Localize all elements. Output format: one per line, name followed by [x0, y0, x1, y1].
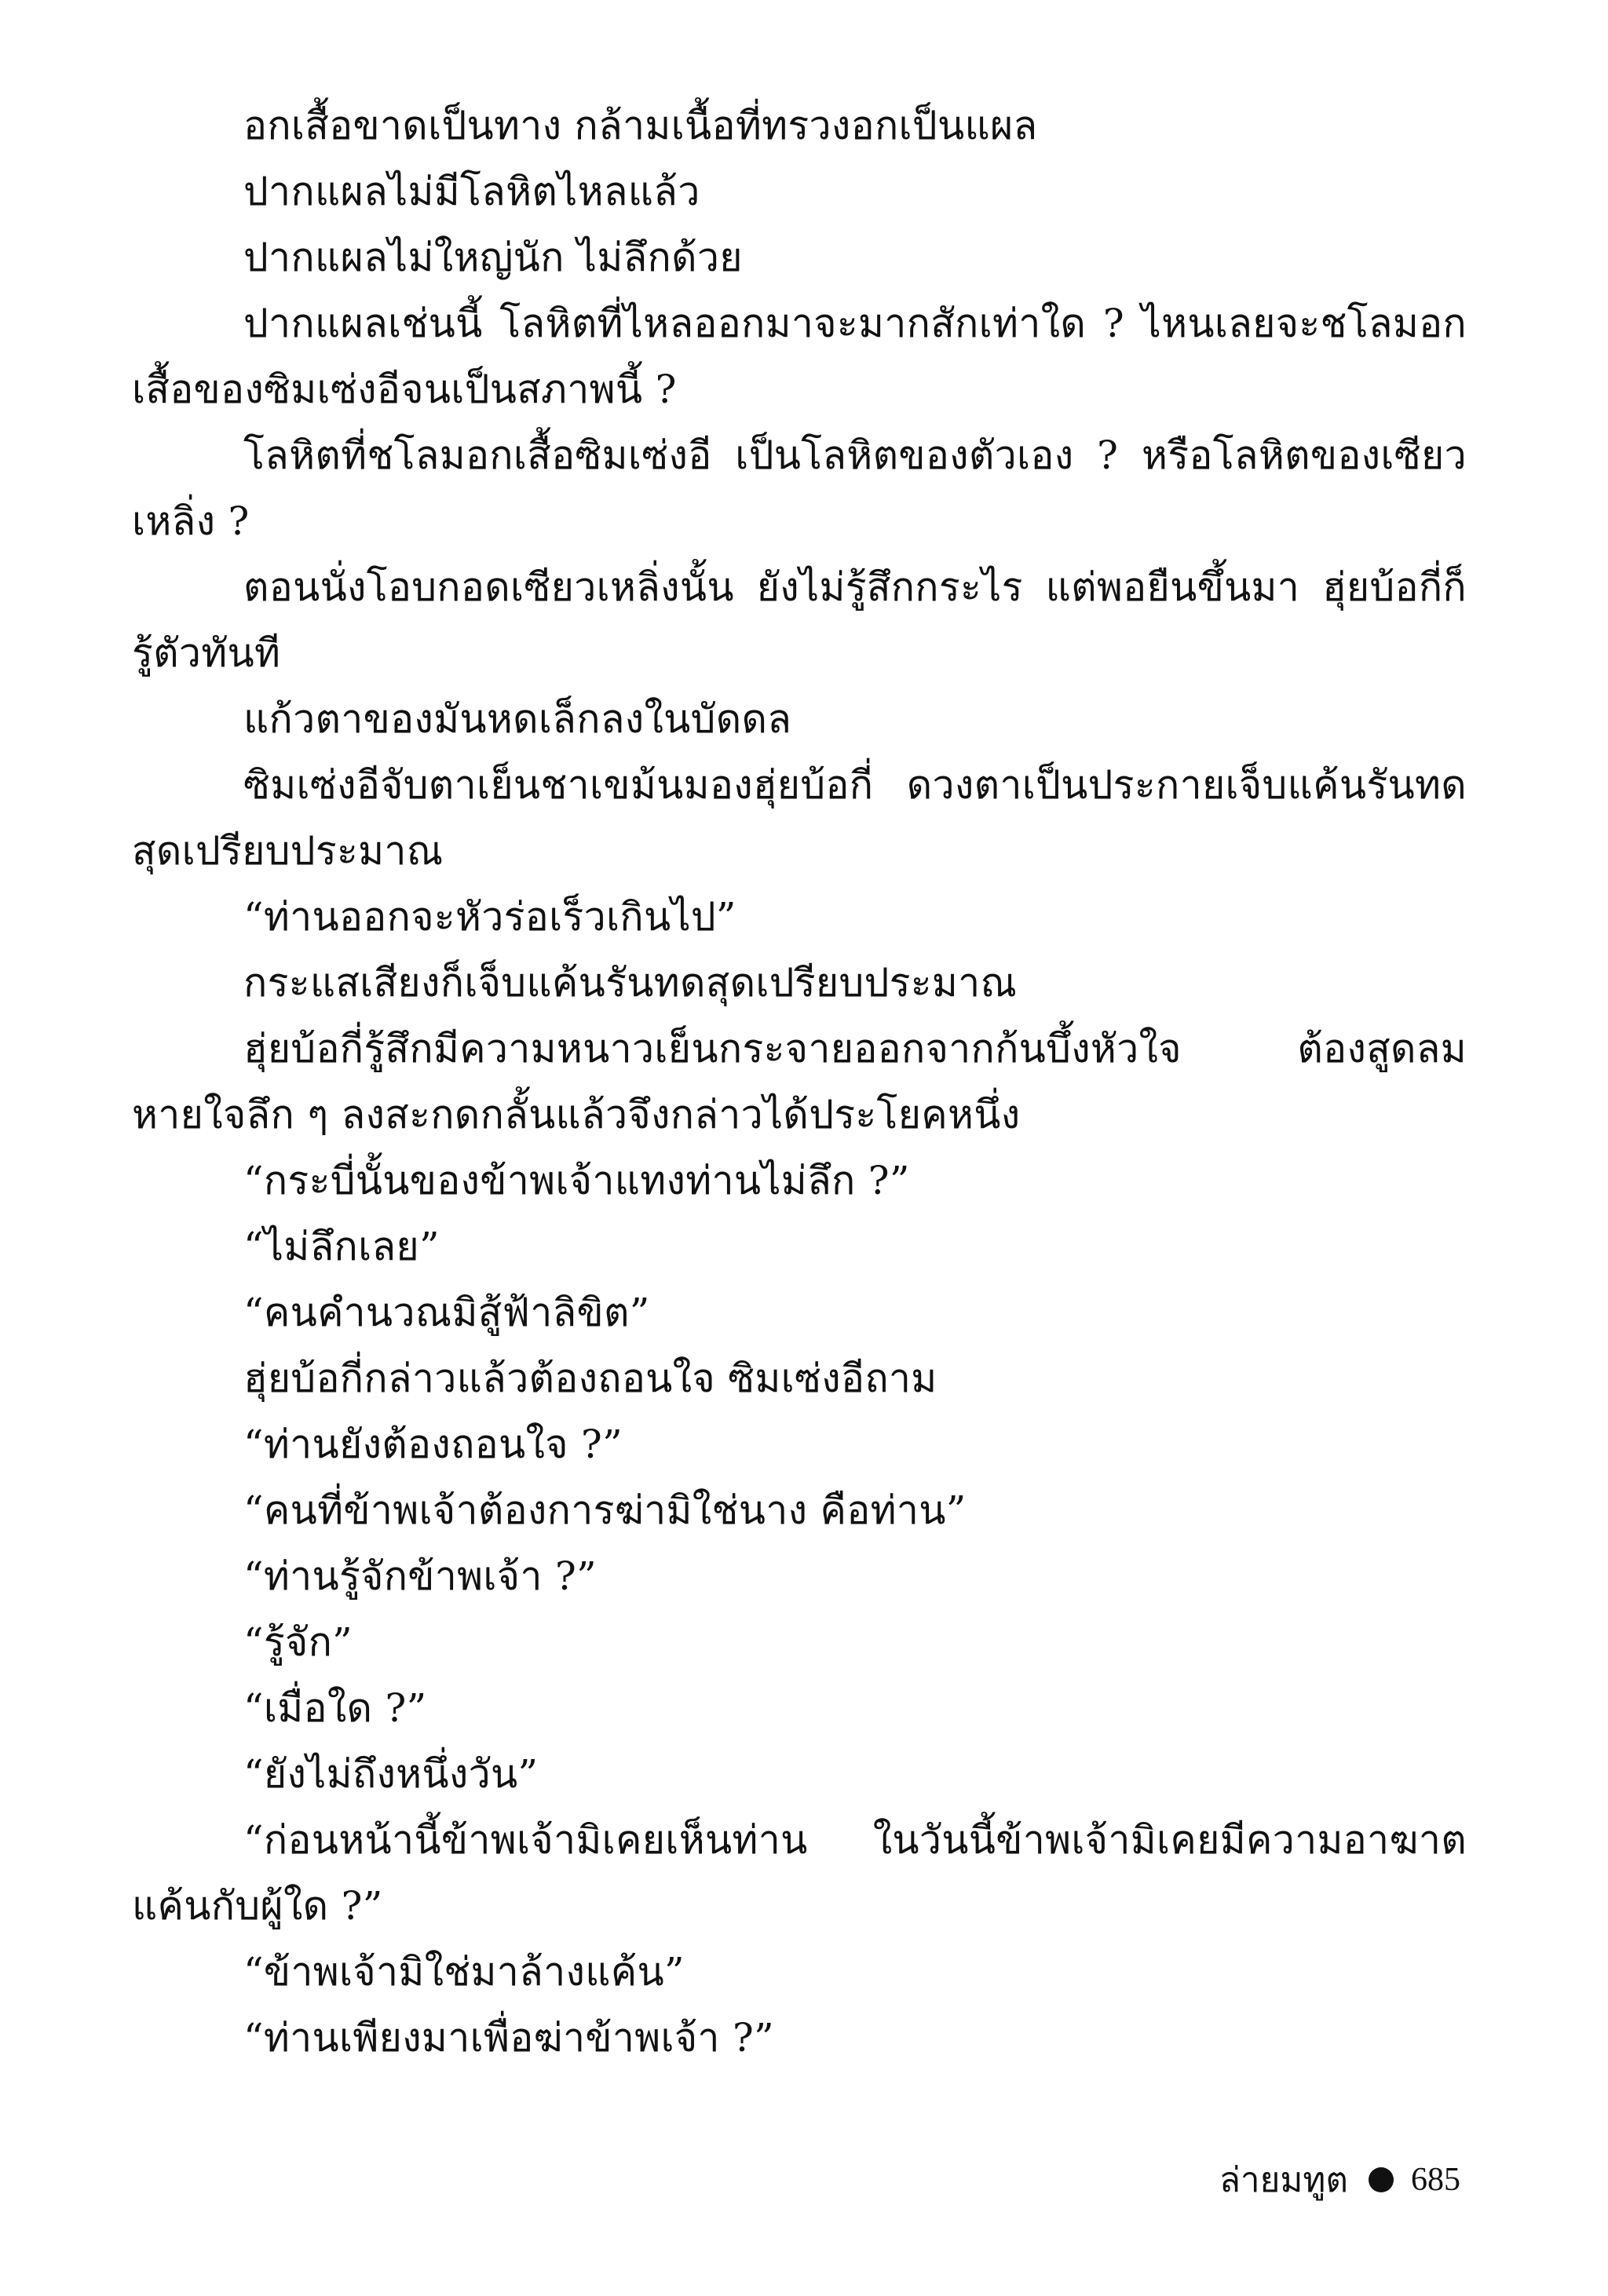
- page-footer: [1219, 2152, 1460, 2207]
- paragraph: ปากแผลไม่มีโลหิตไหลแล้ว: [243, 169, 700, 214]
- paragraph: “ท่านเพียงมาเพื่อฆ่าข้าพเจ้า ?”: [243, 2015, 774, 2061]
- body-text: [132, 93, 1467, 2071]
- paragraph: “คนที่ข้าพเจ้าต้องการฆ่ามิใช่นาง คือท่าน”: [243, 1487, 967, 1533]
- paragraph: อกเสื้อขาดเป็นทาง กล้ามเนื้อที่ทรวงอกเป็นแผล: [243, 103, 1038, 148]
- paragraph: “คนคำนวณมิสู้ฟ้าลิขิต”: [243, 1290, 650, 1335]
- running-title: ล่ายมทูต: [1219, 2160, 1348, 2200]
- paragraph: “ข้าพเจ้ามิใช่มาล้างแค้น”: [243, 1949, 685, 1995]
- paragraph: ฮุ่ยบ้อกี่กล่าวแล้วต้องถอนใจ ซิมเซ่งอีถาม: [243, 1356, 937, 1401]
- paragraph: “ก่อนหน้านี้ข้าพเจ้ามิเคยเห็นท่าน ในวันนี้ข้าพเจ้ามิเคยมีความอาฆาตแค้นกับผู้ใด ?”: [132, 1817, 1467, 1929]
- paragraph: โลหิตที่ชโลมอกเสื้อซิมเซ่งอี เป็นโลหิตของตัวเอง ? หรือโลหิตของเซียวเหลิ่ง ?: [132, 433, 1467, 544]
- page-number: 685: [1411, 2162, 1460, 2198]
- paragraph: “กระบี่นั้นของข้าพเจ้าแทงท่านไม่ลึก ?”: [243, 1158, 910, 1203]
- paragraph: ปากแผลไม่ใหญ่นัก ไม่ลึกด้วย: [243, 235, 743, 280]
- bullet-icon: [1369, 2167, 1394, 2192]
- paragraph: ตอนนั่งโอบกอดเซียวเหลิ่งนั้น ยังไม่รู้สึกกระไร แต่พอยืนขึ้นมา ฮุ่ยบ้อกี่ก็รู้ตัวทันที: [132, 564, 1467, 676]
- paragraph: “ท่านออกจะหัวร่อเร็วเกินไป”: [243, 894, 736, 940]
- paragraph: “ท่านรู้จักข้าพเจ้า ?”: [243, 1553, 597, 1599]
- paragraph: ปากแผลเช่นนี้ โลหิตที่ไหลออกมาจะมากสักเท่าใด ? ไหนเลยจะชโลมอกเสื้อของซิมเซ่งอีจนเป็นสภาพนี้ ?: [132, 301, 1467, 412]
- paragraph: “เมื่อใด ?”: [243, 1685, 427, 1731]
- paragraph: ฮุ่ยบ้อกี่รู้สึกมีความหนาวเย็นกระจายออกจากก้นบึ้งหัวใจ ต้องสูดลมหายใจลึก ๆ ลงสะกดกลั้นแล้วจึงกล่าวได้ประโยคหนึ่ง: [132, 1026, 1467, 1137]
- paragraph: กระแสเสียงก็เจ็บแค้นรันทดสุดเปรียบประมาณ: [243, 960, 1018, 1006]
- paragraph: “รู้จัก”: [243, 1619, 353, 1665]
- paragraph: “ยังไม่ถึงหนึ่งวัน”: [243, 1751, 539, 1797]
- paragraph: “ท่านยังต้องถอนใจ ?”: [243, 1422, 623, 1467]
- paragraph: ซิมเซ่งอีจับตาเย็นชาเขม้นมองฮุ่ยบ้อกี่ ดวงตาเป็นประกายเจ็บแค้นรันทดสุดเปรียบประมาณ: [132, 762, 1467, 874]
- paragraph: แก้วตาของมันหดเล็กลงในบัดดล: [243, 696, 792, 742]
- paragraph: “ไม่ลึกเลย”: [243, 1224, 440, 1269]
